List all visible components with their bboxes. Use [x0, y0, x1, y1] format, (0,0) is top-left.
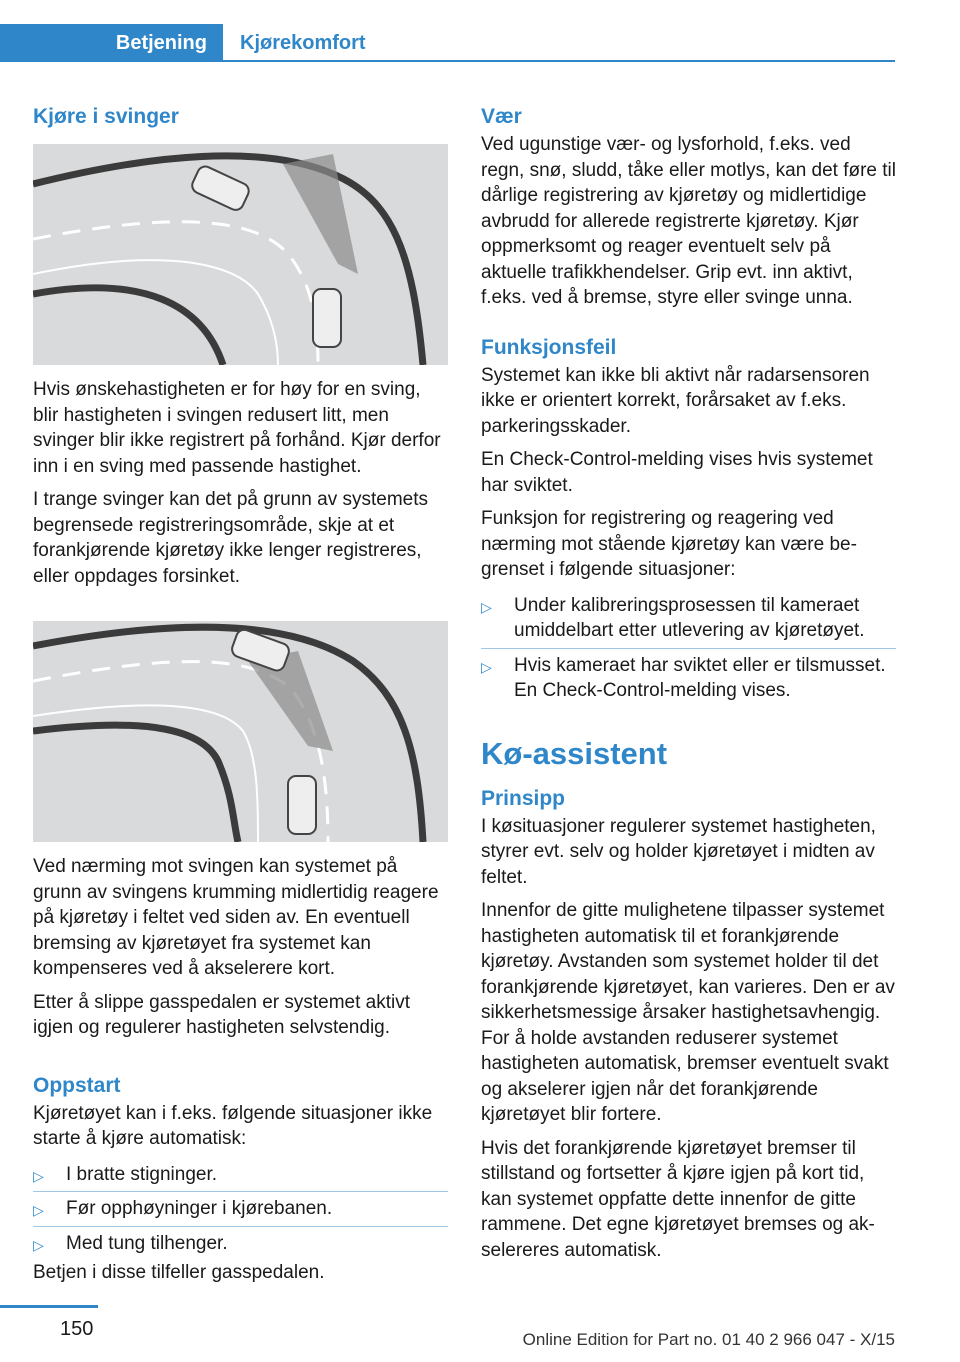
funksjonsfeil-list [481, 589, 896, 708]
triangle-bullet-icon: ▷ [33, 1167, 44, 1184]
paragraph: Etter å slippe gasspedalen er systemet aktivt igjen og regulerer hastigheten selvstendig. [33, 991, 411, 1038]
right-column [481, 100, 896, 1263]
footer-rule [0, 1305, 98, 1308]
chapter-heading-ko-assistent: Kø-assistent [481, 735, 668, 771]
paragraph: Betjen i disse tilfeller gasspedalen. [33, 1262, 325, 1283]
paragraph: Hvis ønskehastigheten er for høy for en sving, blir hastigheten i svingen redusert litt, men svinger blir ikke registrert på forhånd. Kjør derfor inn i en sving med passende hastighet. [33, 379, 441, 477]
triangle-bullet-icon: ▷ [481, 658, 492, 675]
list-item: ▷ Hvis kameraet har sviktet eller er tilsmusset. En Check-Control-melding vises. [481, 648, 896, 708]
paragraph: Hvis det forankjørende kjøretøyet bremser til stillstand og fortsetter å kjøre igjen på kort tid, kan systemet oppfatte dette innenfor de gitte rammene. Det egne kjøretøyet bremses og akselereres automatisk. [481, 1137, 875, 1261]
section-heading-oppstart: Oppstart [33, 1073, 121, 1097]
section-heading-prinsipp: Prinsipp [481, 786, 566, 810]
header-bar [0, 0, 960, 62]
list-item: ▷ Før opphøyninger i kjørebanen. [33, 1191, 448, 1226]
paragraph: Innenfor de gitte mulighetene tilpasser systemet hastigheten automatisk til et forankjørende kjøretøy. Avstanden som systemet holder til det forankjørende kjøretøyet, kan varieres. Den er av sikkerhetsmessige årsaker hastighetsavhengig. For å holde avstanden reduserer systemet hastigheten automatisk, bremser eventuelt svakt og akselerer igjen når det forankjørende kjøretøyet blir fortere. [481, 900, 895, 1125]
curve-illustration-1 [33, 144, 448, 365]
header-rule [0, 60, 895, 62]
section-heading-funksjonsfeil: Funksjonsfeil [481, 335, 617, 359]
oppstart-list [33, 1158, 448, 1261]
tab-kjorekomfort[interactable]: Kjørekomfort [240, 31, 366, 54]
triangle-bullet-icon: ▷ [33, 1236, 44, 1253]
triangle-bullet-icon: ▷ [33, 1202, 44, 1218]
paragraph: Funksjon for registrering og reagering ved nærming mot stående kjøretøy kan være begrenset i følgende situasjoner: [481, 508, 857, 580]
paragraph: I trange svinger kan det på grunn av systemets begrensede registreringsområde, skje at et forankjørende kjøretøy ikke lenger registreres, eller oppdages forsinket. [33, 489, 428, 587]
page-number: 150 [60, 1318, 94, 1340]
section-heading-svinger: Kjøre i svinger [33, 105, 179, 128]
paragraph: I køsituasjoner regulerer systemet hastigheten, styrer evt. selv og holder kjøretøyet i midten av feltet. [481, 815, 876, 888]
triangle-bullet-icon: ▷ [481, 598, 492, 615]
paragraph: Systemet kan ikke bli aktivt når radarsensoren ikke er orientert korrekt, forårsaket av f.eks. parkeringsskader. [481, 364, 870, 437]
curve-illustration-2 [33, 621, 448, 842]
paragraph: Ved ugunstige vær- og lysforhold, f.eks. ved regn, snø, sludd, tåke eller motlys, kan det føre til dårlige registrering av kjøretøy og midlertidige avbrudd for allerede registrerte kjøretøy. Kjør oppmerksomt og reager eventuelt selv på aktuelle trafikkhendelser. Grip evt. inn aktivt, f.eks. ved å bremse, styre eller svinge unna. [481, 134, 897, 308]
paragraph: Kjøretøyet kan i f.eks. følgende situasjoner ikke starte å kjøre automatisk: [33, 1102, 433, 1149]
section-heading-vaer: Vær [481, 105, 522, 128]
paragraph: Ved nærming mot svingen kan systemet på grunn av svingens krumming midlertidig reagere på kjøretøy i feltet ved siden av. En eventuell bremsing av kjøretøyet fra systemet kan kompenseres ved å akselerere kort. [33, 856, 439, 979]
list-item: ▷ I bratte stigninger. [33, 1158, 448, 1192]
list-item: ▷ Med tung tilhenger. [33, 1226, 448, 1261]
tab-betjening[interactable]: Betjening [0, 24, 223, 62]
list-item: ▷ Under kalibreringsprosessen til kameraet umiddelbart etter utlevering av kjøretøyet. [481, 594, 865, 641]
left-column [33, 100, 448, 1286]
edition-note: Online Edition for Part no. 01 40 2 966 047 - X/15 [522, 1330, 895, 1349]
paragraph: En Check-Control-melding vises hvis systemet har sviktet. [481, 449, 873, 496]
